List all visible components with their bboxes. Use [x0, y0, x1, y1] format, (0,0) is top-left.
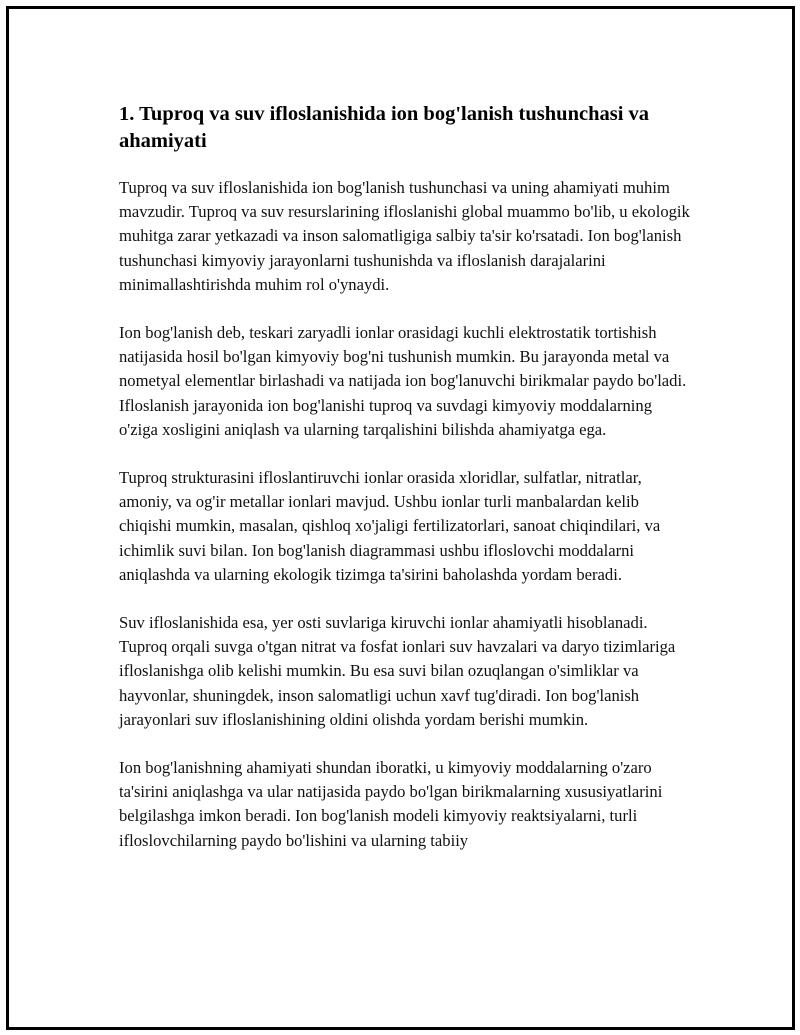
paragraph-5: Ion bog'lanishning ahamiyati shundan iboratki, u kimyoviy moddalarning o'zaro ta'sirini aniqlashga va ular natijasida paydo bo'lgan birikmalarning xususiyatlarini belgilashga imkon beradi. Ion bog'lanish modeli kimyoviy reaktsiyalarni, turli ifloslovchilarning paydo bo'lishini va ularning tabiiy [119, 758, 663, 850]
paragraph-2: Ion bog'lanish deb, teskari zaryadli ionlar orasidagi kuchli elektrostatik tortishish natijasida hosil bo'lgan kimyoviy bog'ni tushunish mumkin. Bu jarayonda metal va nometyal elementlar birlashadi va natijada ion bog'lanuvchi birikmalar paydo bo'ladi. Ifloslanish jarayonida ion bog'lanishi tuproq va suvdagi kimyoviy moddalarning o'ziga xosligini aniqlash va ularning tarqalishini bilishda ahamiyatga ega. [119, 323, 687, 439]
paragraph-1: Tuproq va suv ifloslanishida ion bog'lanish tushunchasi va uning ahamiyati muhim mavzudir. Tuproq va suv resurslarining ifloslanishi global muammo bo'lib, u ekologik muhitga zarar yetkazadi va inson salomatligiga salbiy ta'sir ko'rsatadi. Ion bog'lanish tushunchasi kimyoviy jarayonlarni tushunishda va ifloslanish darajalarini minimallashtirishda muhim rol o'ynaydi. [119, 178, 690, 294]
page-frame [6, 6, 795, 1030]
paragraph-4: Suv ifloslanishida esa, yer osti suvlariga kiruvchi ionlar ahamiyatli hisoblanadi. Tuproq orqali suvga o'tgan nitrat va fosfat ionlari suv havzalari va daryo tizimlariga ifloslanishga olib kelishi mumkin. Bu esa suvi bilan ozuqlangan o'simliklar va hayvonlar, shuningdek, inson salomatligi uchun xavf tug'diradi. Ion bog'lanish jarayonlari suv ifloslanishining oldini olishda yordam berishi mumkin. [119, 613, 676, 729]
section-heading: 1. Tuproq va suv ifloslanishida ion bog'lanish tushunchasi va ahamiyati [119, 103, 650, 152]
paragraph-3: Tuproq strukturasini ifloslantiruvchi ionlar orasida xloridlar, sulfatlar, nitratlar, amoniy, va og'ir metallar ionlari mavjud. Ushbu ionlar turli manbalardan kelib chiqishi mumkin, masalan, qishloq xo'jaligi fertilizatorlari, sanoat chiqindilari, va ichimlik suvi bilan. Ion bog'lanish diagrammasi ushbu ifloslovchi moddalarni aniqlashda va ularning ekologik tizimga ta'sirini baholashda yordam beradi. [119, 468, 661, 584]
document-body [119, 101, 694, 877]
